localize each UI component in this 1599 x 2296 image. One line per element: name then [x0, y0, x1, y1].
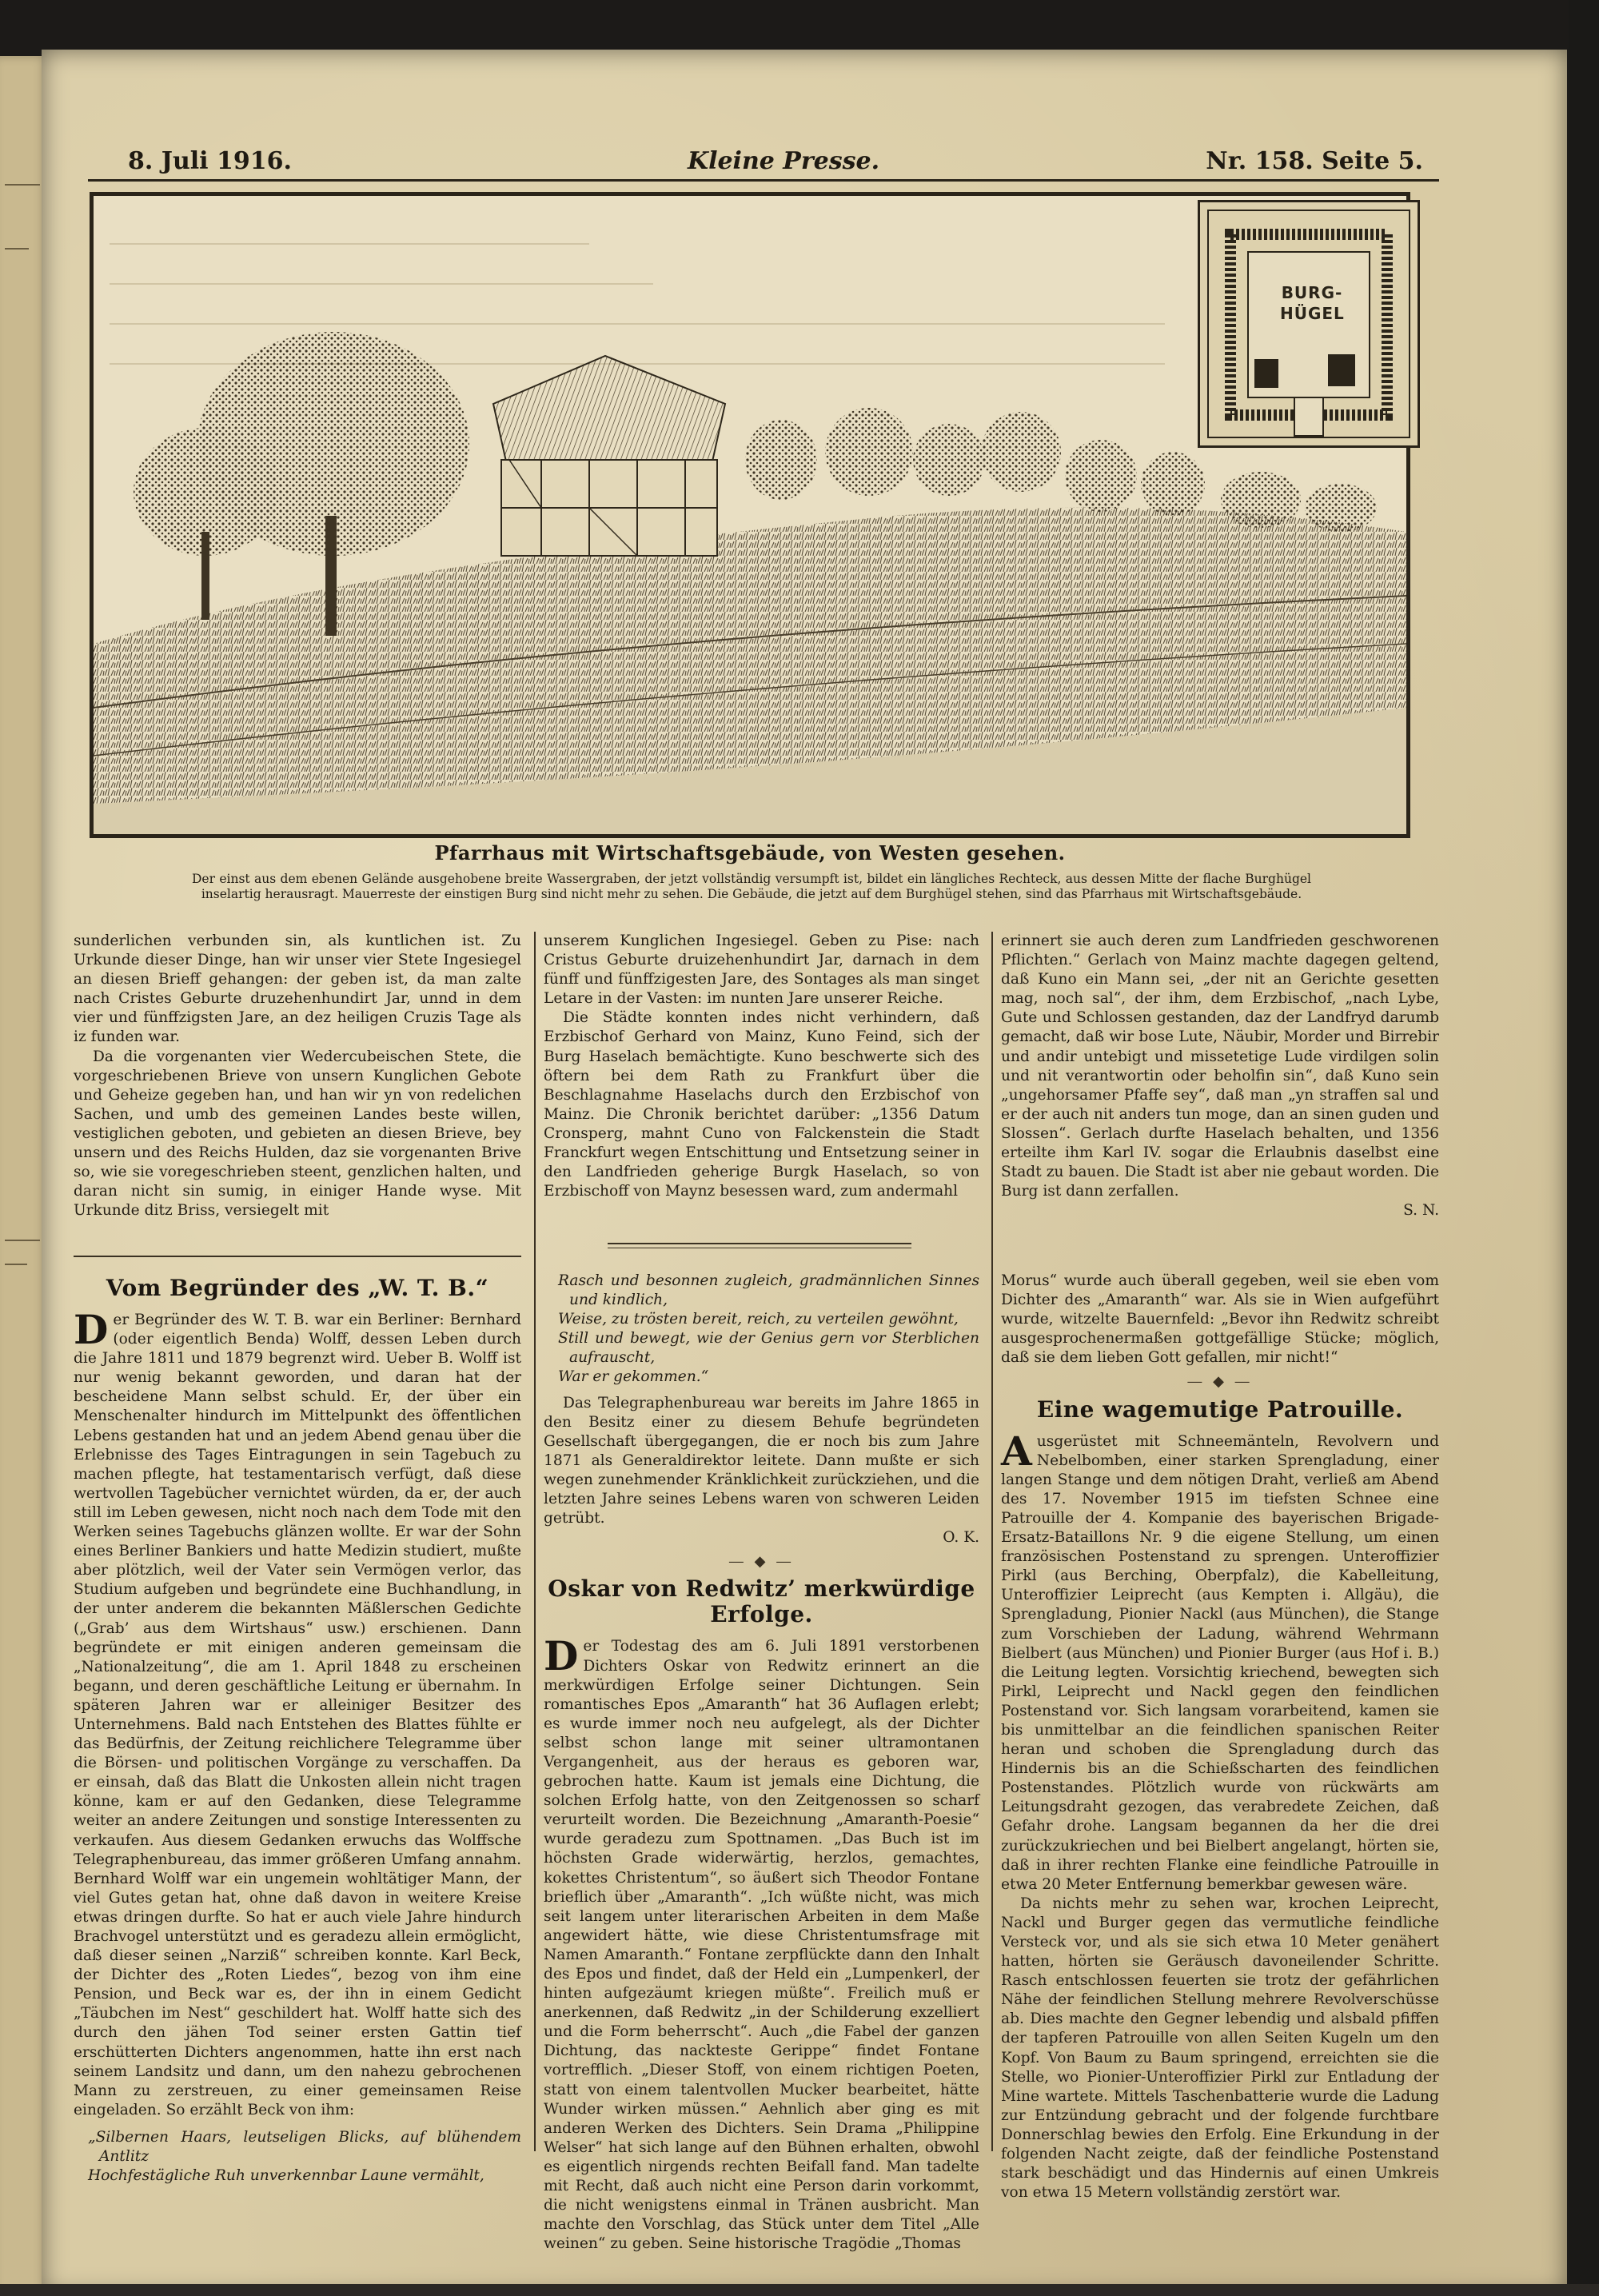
- verse-passage: [74, 2128, 521, 2186]
- verse-line: Rasch und besonnen zugleich, gradmännlichen Sinnes und kindlich,: [558, 1272, 979, 1309]
- verse-passage: [544, 1272, 979, 1388]
- paragraph: erinnert sie auch deren zum Landfrieden geschworenen Pflichten.“ Gerlach von Mainz machte dagegen geltend, daß Kuno ein Mann sei, „der nit an Gerichte gesetten mag, noch sal“, der ihm, dem Erzbischof, „nach Lybe, Gute und Schlossen gestanden, daz der Landfryd darumb gemacht, daß wir bose Lute, Näubir, Morder und Birrebir und andir untebigt und missetetige Lude virdilgen solin und nit verantwortin oder beholfin sin“, daß Kuno sein „ungehorsamer Pfaffe sey“, daß man „yn straffen sal und er der auch nit anders tun moge, dan an sinen guden und Slossen“. Gerlach durfte Haselach behalten, und 1356 erteilte ihm Karl IV. sogar die Erlaubnis daselbst eine Stadt zu bauen. Die Stadt ist aber nie gebaut worden. Die Burg ist dann zerfallen.: [1001, 932, 1439, 1200]
- dropcap: D: [74, 1306, 109, 1353]
- signature: S. N.: [1403, 1202, 1439, 1220]
- ornament-divider: ― ◆ ―: [1187, 1373, 1253, 1391]
- verse-line: Hochfestägliche Ruh unverkennbar Laune vermählt,: [88, 2167, 484, 2185]
- article-title-wolff: Vom Begründer des „W. T. B.“: [106, 1275, 489, 1301]
- column-rule: [534, 932, 536, 2151]
- upper-column-2: [544, 932, 979, 1201]
- signature: O. K.: [943, 1529, 979, 1547]
- paragraph: er Todestag des am 6. Juli 1891 verstorbenen Dichters Oskar von Redwitz erinnert an die merkwürdigen Erfolge seiner Dichtungen. Sein romantisches Epos „Amaranth“ hat 36 Auflagen erlebt; es wurde immer noch neu aufgelegt, als der Dichter selbst schon lange mit seiner ultramontanen Vergangenheit, aus der heraus es geboren war, gebrochen hatte. Kaum ist jemals eine Dichtung, die solchen Erfolg hatte, von den Zeitgenossen so scharf verurteilt worden. Die Bezeichnung „Amaranth-Poesie“ wurde geradezu zum Spottnamen. „Das Buch ist im höchsten Grade widerwärtig, herzlos, gemachtes, kokettes Christentum“, so äußert sich Theodor Fontane brieflich über „Amaranth“. „Ich wüßte nicht, was mich seit langem unter literarischen Arbeiten in dem Maße angewidert hätte, wie diese Christentumsfrage mit Namen Amaranth.“ Fontane zerpflückte dann den Inhalt des Epos und findet, daß der Held ein „Lumpenkerl, der hinten aufgezäumt kriegen müßte“. Freilich muß er anerkennen, daß Redwitz „in der Schilderung exzelliert und die Form beherrscht“. Auch „die Fabel der ganzen Dichtung, das nackteste Gerippe“ findet Fontane vortrefflich. „Dieser Stoff, von einem richtigen Poeten, statt von einem talentvollen Mucker bearbeitet, hätte Wunder wirken müssen.“ Aehnlich aber ging es mit anderen Werken des Dichters. Sein Drama „Philippine Welser“ hat sich lange auf den Bühnen erhalten, obwohl es eigentlich nirgends rechten Beifall fand. Man tadelte mit Recht, daß auch nicht eine Person darin vorkommt, die nicht wenigstens einmal in Tränen ausbricht. Man machte den Vorschlag, das Stück unter dem Titel „Alle weinen“ zu geben. Seine historische Tragödie „Thomas: [544, 1638, 979, 2253]
- masthead-issue-page: Nr. 158. Seite 5.: [1206, 147, 1423, 175]
- paragraph: unserem Kunglichen Ingesiegel. Geben zu Pise: nach Cristus Geburte druizehenhundirt Jar, darnach in dem fünff und fünffzigesten Jare, des Sontages als man singet Letare in der Vasten: im nunten Jare unserer Reiche.: [544, 932, 979, 1008]
- article-title-patrouille: Eine wagemutige Patrouille.: [1036, 1396, 1404, 1423]
- illustration-caption-body: Der einst aus dem ebenen Gelände ausgehobene breite Wassergraben, der jetzt vollständig versumpft ist, bildet ein längliches Rechteck, aus dessen Mitte der flache Burghügel inselartig herausragt. Mauerreste der einstigen Burg sind nicht mehr zu sehen. Die Gebäude, die jetzt auf dem Burghügel stehen, sind das Pfarrhaus mit Wirtschaftsgebäude.: [192, 872, 1311, 901]
- verse-line: Still und bewegt, wie der Genius gern vor Sterblichen aufrauscht,: [558, 1330, 979, 1367]
- paragraph: Das Telegraphenbureau war bereits im Jahre 1865 in den Besitz einer zu diesem Behufe begründeten Gesellschaft übergegangen, die er noch bis zum Jahre 1871 als Generaldirektor leitete. Dann mußte er sich wegen zunehmender Kränklichkeit zurückziehen, und die letzten Jahre seines Lebens waren von schweren Leiden getrübt.: [544, 1394, 979, 1527]
- dropcap: A: [1001, 1427, 1032, 1475]
- article-redwitz-patrouille-column-3: [1001, 1272, 1439, 2202]
- scan-border-right: [1569, 0, 1599, 2296]
- illustration-caption-title: Pfarrhaus mit Wirtschaftsgebäude, von Westen gesehen.: [434, 841, 1066, 864]
- verse-line: „Silbernen Haars, leutseligen Blicks, auf blühendem Antlitz: [88, 2128, 521, 2166]
- section-divider: [608, 1243, 911, 1248]
- section-divider: [74, 1256, 521, 1257]
- paragraph: Da nichts mehr zu sehen war, krochen Leiprecht, Nackl und Burger gegen das vermutliche feindliche Versteck vor, und als sie sich etwa 10 Meter genähert hatten, hörten sie Geräusch davoneilender Schritte. Rasch entschlossen feuerten sie trotz der gefährlichen Nähe der feindlichen Stellung mehrere Revolverschüsse ab. Dies machte den Gegner lebendig und alsbald pfiffen der tapferen Patrouille von allen Seiten Kugeln um den Kopf. Von Baum zu Baum springend, erreichten sie die Stelle, wo Pionier-Unteroffizier Pirkl zur Entladung der Mine wartete. Mittels Taschenbatterie wurde die Ladung zur Entzündung gebracht und der folgende furchtbare Donnerschlag bewies den Erfolg. Eine Erkundung in der folgenden Nacht zeigte, daß der feindliche Postenstand stark beschädigt und das Hindernis auf einen Umkreis von etwa 15 Metern vollständig zerstört war.: [1001, 1895, 1439, 2202]
- article-title-redwitz: Oskar von Redwitz’ merkwürdige Erfolge.: [548, 1575, 975, 1628]
- column-rule: [991, 932, 993, 2151]
- dropcap: D: [544, 1632, 579, 1680]
- upper-column-1: [74, 932, 521, 1220]
- masthead: [88, 141, 1439, 181]
- masthead-date: 8. Juli 1916.: [128, 147, 292, 175]
- inset-map-drawing: [1200, 202, 1418, 445]
- article-wolff-column-2: [544, 1272, 979, 2254]
- verse-line: Weise, zu trösten bereit, reich, zu verteilen gewöhnt,: [558, 1311, 959, 1328]
- map-label-line-2: HÜGEL: [1280, 304, 1345, 323]
- paragraph: Da die vorgenanten vier Wedercubeischen Stete, die vorgeschriebenen Brieve von unsern Kunglichen Gebote und Geheize gegeben han, und han wir yn von redelichen Sachen, und umb des gemeinen Landes beste willen, vestiglichen geboten, und gebieten an diesen Brieve, bey unsern und des Reichs Hulden, daz sie vorgenanten Brive so, wie sie voregeschrieben steent, genzlichen halten, und daran nicht sin sumig, in einiger Hande wyse. Mit Urkunde ditz Briss, versiegelt mit: [74, 1048, 521, 1220]
- paragraph: er Begründer des W. T. B. war ein Berliner: Bernhard (oder eigentlich Benda) Wolff, dessen Leben durch die Jahre 1811 und 1879 begrenzt wird. Ueber B. Wolff ist nur wenig bekannt geworden, und daran hat der bescheidene Mann selbst schuld. Er, der über ein Menschenalter hindurch im Mittelpunkt des öffentlichen Lebens gestanden hat und an jedem Abend genau über die Erlebnisse des Tages Eintragungen in sein Tagebuch zu machen pflegte, hat testamentarisch verfügt, daß diese wertvollen Tagebücher vernichtet würden, da er, der auch still im Leben gewesen, nicht noch nach dem Tode mit den Werken seines Tagebuchs glänzen wollte. Er war der Sohn eines Berliner Bankiers und hatte Medizin studiert, mußte aber plötzlich, weil der Vater sein Vermögen verlor, das Studium aufgeben und begründete eine Buchhandlung, in der unter anderem die bekannten Mäßlerschen Gedichte („Grab’ aus dem Wirtshaus“ usw.) erschienen. Dann begründete er mit einigen anderen gemeinsam die „Nationalzeitung“, die am 1. April 1848 zu erscheinen begann, und deren geschäftliche Leitung er übernahm. In späteren Jahren war er alleiniger Besitzer des Unternehmens. Bald nach Entstehen des Blattes fühlte er das Bedürfnis, der Zeitung reichlichere Telegramme über die Börsen- und politischen Vorgänge zu verschaffen. Da er einsah, daß das Blatt die Unkosten allein nicht tragen könne, kam er auf den Gedanken, diese Telegramme weiter an andere Zeitungen und sonstige Interessenten zu verkaufen. Aus diesem Gedanken erwuchs das Wolffsche Telegraphenbureau, das immer größeren Umfang annahm. Bernhard Wolff war ein ungemein wohltätiger Mann, der viel Gutes getan hat, ohne daß davon in weitere Kreise etwas dringen durfte. So hat er auch viele Jahre hindurch Brachvogel unterstützt und es geradezu allein ermöglicht, daß dieser seinen „Narziß“ schreiben konnte. Karl Beck, der Dichter des „Roten Liedes“, bezog von ihm eine Pension, und Beck war es, der ihn in einem Gedicht „Täubchen im Nest“ geschildert hat. Wolff hatte sich des durch den jähen Tod seiner ersten Gattin tief erschütterten Dichters angenommen, hatte ihn erst nach seinem Landsitz und dann, um den nahezu gebrochenen Mann zu zerstreuen, zu einer gemeinsamen Reise eingeladen. So erzählt Beck von ihm:: [74, 1312, 521, 2118]
- paragraph: sunderlichen verbunden sin, als kuntlichen ist. Zu Urkunde dieser Dinge, han wir unser vier Stete Ingesiegel an diesen Brieff gehangen: der geben ist, da man zalte nach Cristes Geburte druzehenhundirt Jar, unnd in dem vier und fünffzigsten Jare, an dez heiligen Cruzis Tage als iz funden war.: [74, 932, 521, 1046]
- scan-border-bottom: [0, 2284, 1599, 2296]
- paragraph: Morus“ wurde auch überall gegeben, weil sie eben vom Dichter des „Amaranth“ war. Als sie in Wien aufgeführt wurde, witzelte Bauernfeld: „Bevor ihn Redwitz schreibt ausgesprochenermaßen gottgefällige Stücke; möglich, daß sie dem lieben Gott gefallen, mir nicht!“: [1001, 1272, 1439, 1367]
- upper-column-3: [1001, 932, 1439, 1220]
- verse-line: War er gekommen.“: [558, 1368, 709, 1386]
- burghuegel-inset-map: [1198, 200, 1420, 448]
- paragraph: Die Städte konnten indes nicht verhindern, daß Erzbischof Gerhard von Mainz, Kuno Feind, sich der Burg Haselach bemächtigte. Kuno beschwerte sich des öftern bei dem Rath zu Frankfurt über die Beschlagnahme Haselachs durch den Erzbischof von Mainz. Die Chronik berichtet darüber: „1356 Datum Cronsperg, mahnt Cuno von Falckenstein die Stadt Franckfurt wegen Entschittung und Entsetzung seiner in den Landfrieden geherige Burgk Haselach, so von Erzbischoff von Maynz besessen ward, zum andermahl: [544, 1009, 979, 1200]
- ornament-divider: ― ◆ ―: [728, 1553, 795, 1571]
- paragraph: usgerüstet mit Schneemänteln, Revolvern und Nebelbomben, einer starken Sprengladung, einer langen Stange und dem nötigen Draht, verließ am Abend des 17. November 1915 im tiefsten Schnee eine Patrouille der 4. Kompanie des bayerischen Brigade-Ersatz-Bataillons Nr. 9 die eigene Stellung, um einen französischen Postenstand zu sprengen. Unteroffizier Pirkl (aus Berching, Oberpfalz), die Kabelleitung, Unteroffizier Leiprecht (aus Kempten i. Allgäu), die Sprengladung, Pionier Nackl (aus München), die Stange zum Vorschieben der Ladung, während Wehrmann Bielbert (aus München) und Pionier Burger (aus Hof i. B.) die Leitung legten. Vorsichtig kriechend, bewegten sich Pirkl, Leiprecht und Nackl gegen den feindlichen Postenstand vor. Sich langsam vorarbeitend, kamen sie bis unmittelbar an die feindlichen spanischen Reiter heran und schoben die Sprengladung durch das Hindernis bis an die Schießscharten des feindlichen Postenstandes. Plötzlich wurde von rückwärts am Leitungsdraht gezogen, das verabredete Zeichen, daß Gefahr drohe. Langsam begannen da her die drei zurückzukriechen und bei Bielbert angelangt, hörten sie, daß in ihrer rechten Flanke eine feindliche Patrouille in etwa 20 Meter Entfernung bemerkbar gewesen wäre.: [1001, 1432, 1439, 1893]
- article-wolff-column-1: [74, 1276, 521, 2186]
- masthead-paper-name: Kleine Presse.: [688, 147, 880, 175]
- masthead-rule: [88, 179, 1439, 182]
- inset-map-label: [1280, 282, 1344, 324]
- map-label-line-1: BURG-: [1281, 283, 1343, 302]
